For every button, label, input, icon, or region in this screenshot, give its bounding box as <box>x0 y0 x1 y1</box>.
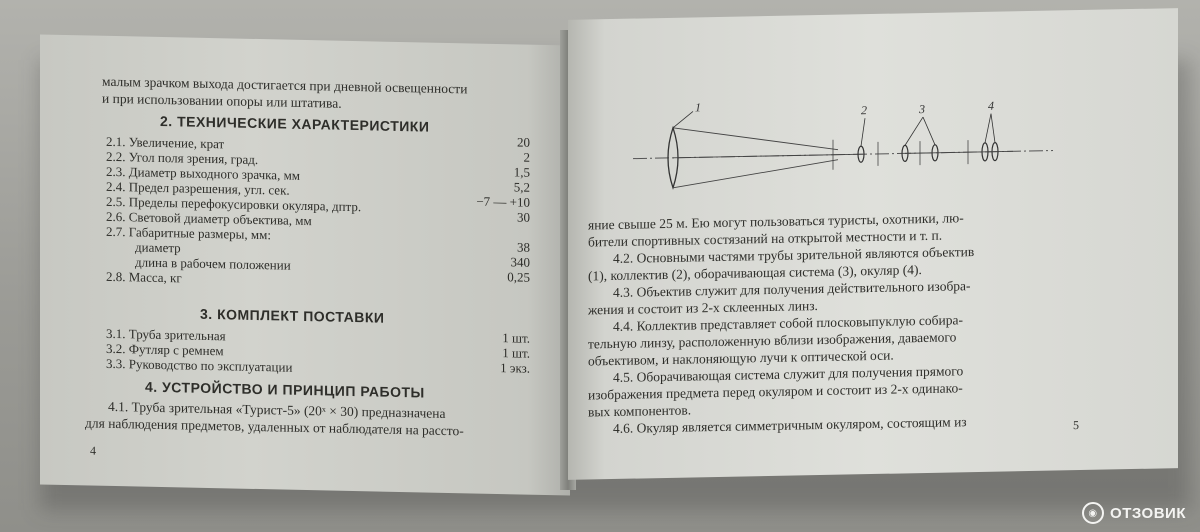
diagram-label-4: 4 <box>988 98 994 113</box>
right-text-line: объективом, и наклоняющую лучи к оптической оси. <box>588 347 894 369</box>
leader-3b <box>923 117 935 145</box>
kit-label: 3.3. Руководство по эксплуатации <box>106 355 293 375</box>
right-text-line: изображения предмета перед окуляром и состоит из 2-х одинако- <box>588 380 963 403</box>
right-text-line: вых компонентов. <box>588 402 692 420</box>
leader-4b <box>991 114 995 143</box>
spec-label: 2.3. Диаметр выходного зрачка, мм <box>106 163 301 183</box>
diagram-label-1: 1 <box>695 100 701 115</box>
right-text-line: 4.6. Окуляр является симметричным окуляром, состоящим из <box>613 414 967 436</box>
para41-line-1: 4.1. Труба зрительная «Турист-5» (20ˣ × 30) предназначена <box>108 398 446 421</box>
section3-title: 3. КОМПЛЕКТ ПОСТАВКИ <box>200 305 385 326</box>
spec-value: 30 <box>517 209 530 225</box>
right-text-line: (1), коллектив (2), оборачивающая система (3), окуляр (4). <box>588 262 922 284</box>
spec-label: 2.8. Масса, кг <box>106 268 182 286</box>
spec-label: 2.2. Угол поля зрения, град. <box>106 148 259 168</box>
kit-value: 1 шт. <box>502 330 530 346</box>
watermark <box>1082 502 1186 524</box>
spec-label: 2.5. Пределы перефокусировки окуляра, дптр. <box>106 193 362 215</box>
kit-label: 3.2. Футляр с ремнем <box>106 340 224 359</box>
ray-upper <box>673 125 838 153</box>
spec-label: 2.7. Габаритные размеры, мм: <box>106 223 271 243</box>
intro-line-2: и при использовании опоры или штатива. <box>102 90 342 111</box>
spec-value: 20 <box>517 134 530 150</box>
spec-label: диаметр <box>135 239 181 256</box>
ray-lower <box>673 160 838 188</box>
spec-value: 340 <box>510 254 530 270</box>
kit-value: 1 шт. <box>502 345 530 361</box>
right-text-line: 4.5. Оборачивающая система служит для получения прямого <box>613 363 964 385</box>
right-text-line: тельную линзу, расположенную вблизи изображения, даваемого <box>588 329 957 352</box>
right-text-line: бители спортивных состязаний на открытой местности и т. п. <box>588 227 943 250</box>
spec-value: 0,25 <box>507 269 530 285</box>
right-text-line: яние свыше 25 м. Ею могут пользоваться туристы, охотники, лю- <box>588 210 964 233</box>
spec-value: 5,2 <box>513 179 530 195</box>
intro-line-1: малым зрачком выхода достигается при дневной освещенности <box>102 73 468 97</box>
leader-1 <box>673 111 693 127</box>
leader-2 <box>861 118 865 146</box>
right-text-line: 4.3. Объектив служит для получения действительного изобра- <box>613 278 971 300</box>
ray-center <box>673 154 863 158</box>
kit-label: 3.1. Труба зрительная <box>106 325 226 344</box>
left-page <box>40 34 570 495</box>
right-page <box>568 8 1178 480</box>
watermark-text: ОТЗОВИК <box>1110 504 1186 522</box>
optical-diagram <box>633 91 1053 194</box>
spec-label: 2.4. Предел разрешения, угл. сек. <box>106 178 290 198</box>
para41-line-2: для наблюдения предметов, удаленных от наблюдателя на рассто- <box>85 415 464 439</box>
ray-rear <box>905 151 1013 153</box>
right-text-line: жения и состоит из 2-х склеенных линз. <box>588 298 818 318</box>
spec-value: 38 <box>517 239 530 255</box>
page-number-right: 5 <box>1073 418 1079 433</box>
section2-title: 2. ТЕХНИЧЕСКИЕ ХАРАКТЕРИСТИКИ <box>160 112 430 135</box>
diagram-label-2: 2 <box>861 103 867 118</box>
kit-value: 1 экз. <box>500 360 530 376</box>
spec-value: 1,5 <box>513 164 530 180</box>
spec-value: 2 <box>523 149 530 165</box>
spec-label: 2.6. Световой диаметр объектива, мм <box>106 208 312 229</box>
page-number-left: 4 <box>90 443 96 458</box>
spec-label: длина в рабочем положении <box>135 254 291 273</box>
spec-value: −7 — +10 <box>476 193 530 210</box>
right-text-line: 4.4. Коллектив представляет собой плосковыпуклую собира- <box>613 312 963 334</box>
right-text-line: 4.2. Основными частями трубы зрительной являются объектив <box>613 244 975 266</box>
section4-title: 4. УСТРОЙСТВО И ПРИНЦИП РАБОТЫ <box>145 378 425 401</box>
otzovik-logo-icon: ◉ <box>1082 502 1104 524</box>
leader-4a <box>985 114 991 143</box>
spec-label: 2.1. Увеличение, крат <box>106 133 225 152</box>
diagram-label-3: 3 <box>919 102 925 117</box>
